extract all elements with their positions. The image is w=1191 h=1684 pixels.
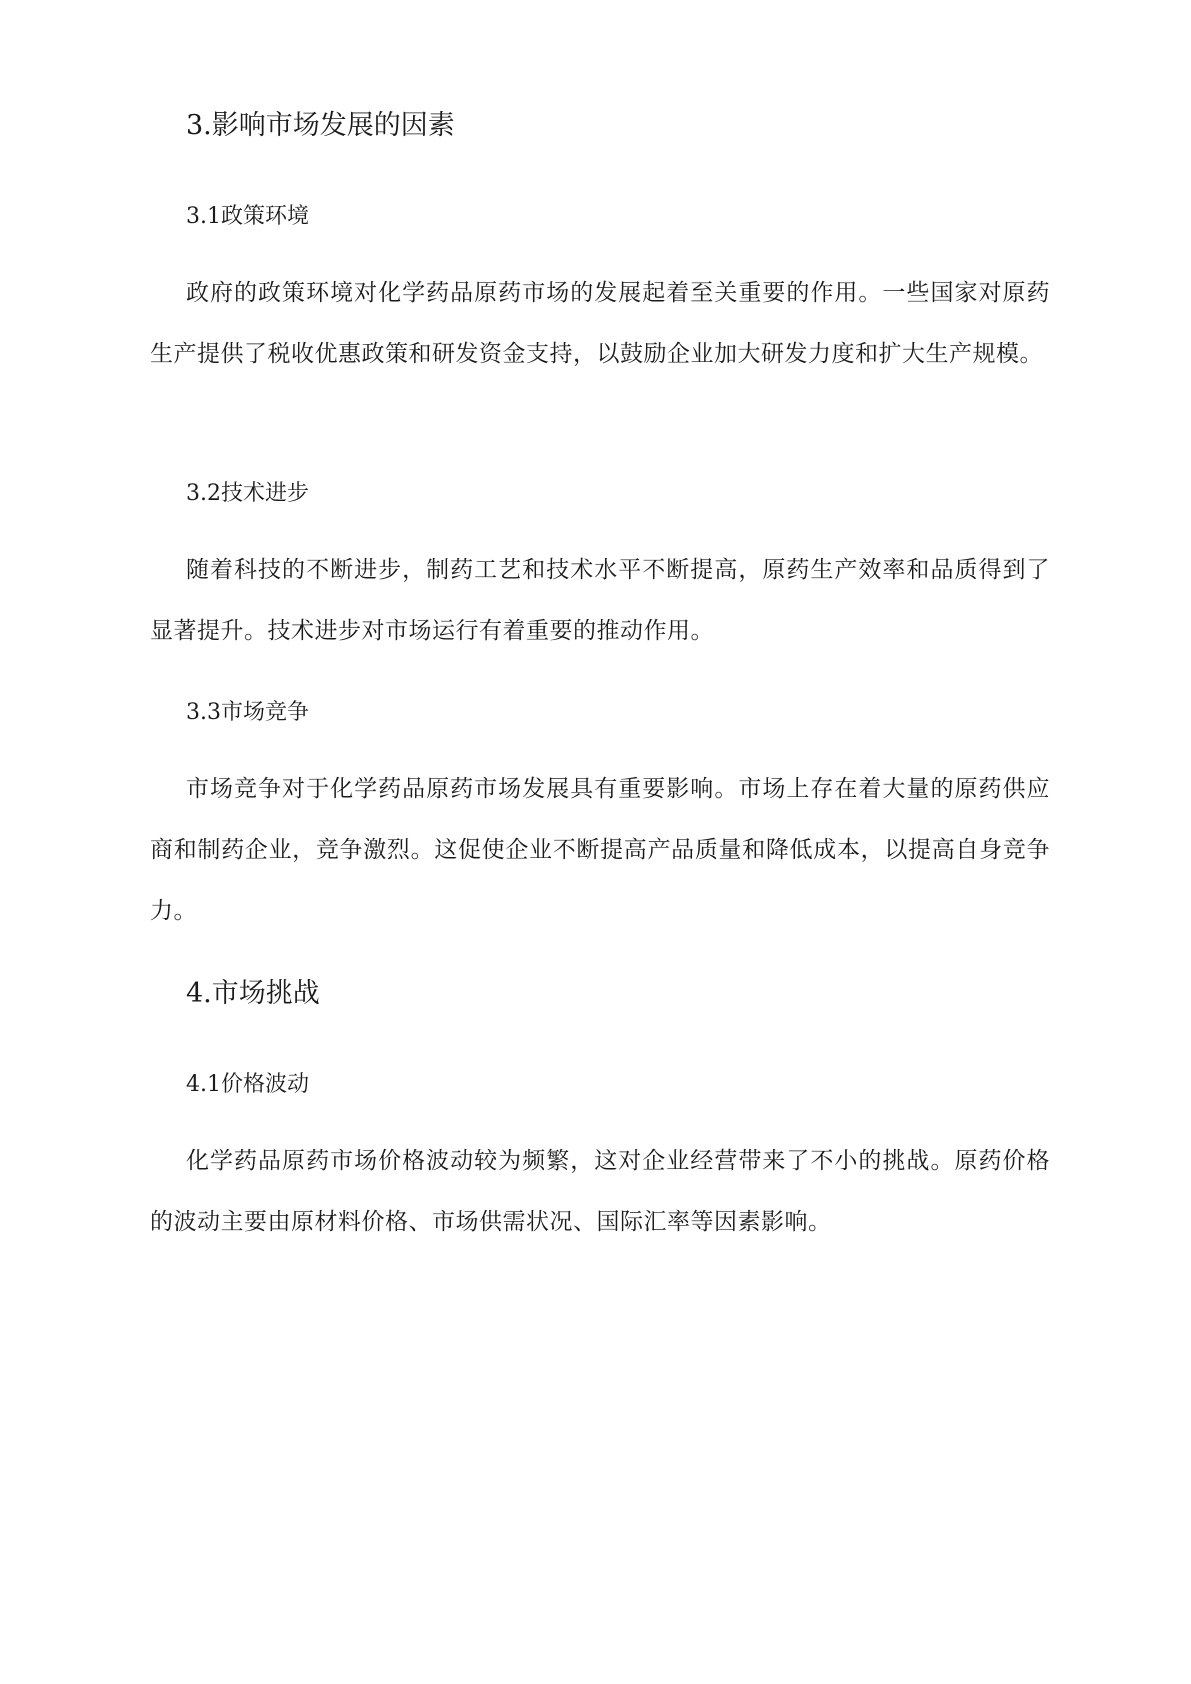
subsection-heading-3-2: 3.2技术进步 [186, 481, 309, 506]
paragraph-3-3: 市场竞争对于化学药品原药市场发展具有重要影响。市场上存在着大量的原药供应商和制药企业，竞争激烈。这促使企业不断提高产品质量和降低成本，以提高自身竞争力。 [150, 776, 1050, 924]
subsection-heading-3-1: 3.1政策环境 [186, 204, 309, 229]
paragraph-3-1: 政府的政策环境对化学药品原药市场的发展起着至关重要的作用。一些国家对原药生产提供了税收优惠政策和研发资金支持，以鼓励企业加大研发力度和扩大生产规模。 [150, 280, 1050, 367]
section-heading-3: 3.影响市场发展的因素 [186, 110, 455, 141]
paragraph-3-2: 随着科技的不断进步，制药工艺和技术水平不断提高，原药生产效率和品质得到了显著提升。技术进步对市场运行有着重要的推动作用。 [150, 557, 1050, 644]
subsection-heading-4-1: 4.1价格波动 [186, 1072, 309, 1097]
subsection-heading-3-3: 3.3市场竞争 [186, 700, 309, 725]
section-heading-4: 4.市场挑战 [186, 978, 320, 1009]
paragraph-4-1: 化学药品原药市场价格波动较为频繁，这对企业经营带来了不小的挑战。原药价格的波动主要由原材料价格、市场供需状况、国际汇率等因素影响。 [150, 1148, 1050, 1235]
